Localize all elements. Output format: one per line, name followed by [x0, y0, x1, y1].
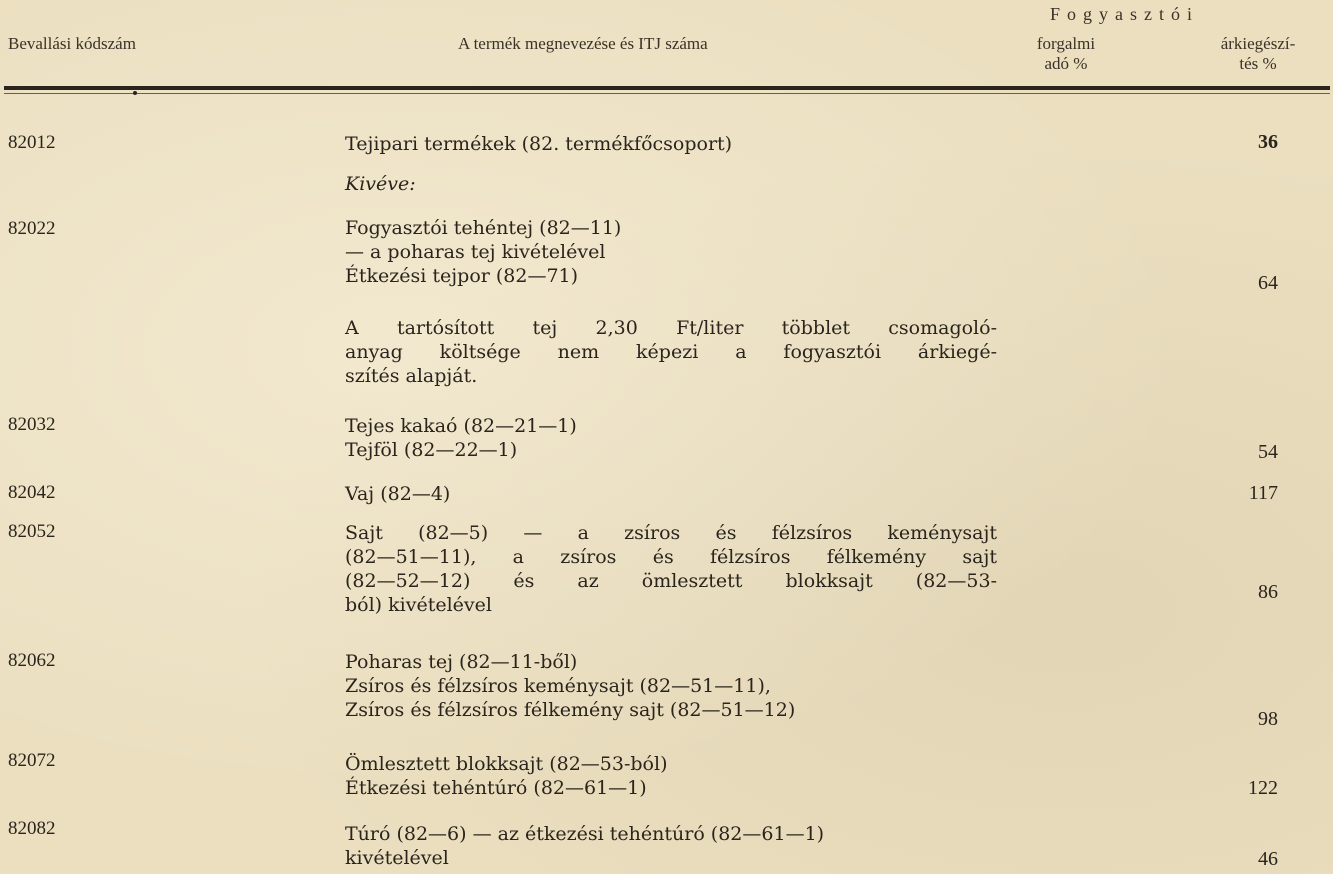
- row-value: 122: [1248, 777, 1278, 799]
- header-code-label: Bevallási kódszám: [8, 34, 136, 53]
- row-text: [345, 822, 824, 870]
- row-code: 82062: [8, 650, 56, 671]
- row-value: 36: [1258, 131, 1278, 153]
- row-line: Túró (82—6) — az étkezési tehéntúró (82—61—1): [345, 823, 825, 845]
- header-tax-label: [1012, 34, 1120, 74]
- row-code: 82032: [8, 414, 56, 435]
- row-line: anyag költsége nem képezi a fogyasztói árkiegé-: [345, 341, 997, 363]
- row-line: Zsíros és félzsíros félkemény sajt (82—51—12): [345, 699, 796, 721]
- row-code: 82012: [8, 132, 56, 153]
- row-line: Fogyasztói tehéntej (82—11): [345, 217, 622, 239]
- row-value: 117: [1248, 482, 1278, 504]
- row-line: Vaj (82—4): [345, 483, 451, 505]
- row-code: 82072: [8, 750, 56, 771]
- header-name-label: A termék megnevezése és ITJ száma: [458, 34, 708, 53]
- row-line: (82—52—12) és az ömlesztett blokksajt (82—53-: [345, 570, 997, 592]
- ink-dot: [133, 91, 137, 95]
- row-line: Poharas tej (82—11-ből): [345, 651, 578, 673]
- row-line: kivételével: [345, 847, 449, 869]
- header-rule-thin: [4, 93, 1330, 94]
- row-text: [345, 216, 621, 288]
- row-line: szítés alapját.: [345, 365, 478, 387]
- header-supplement-label-line2: tés %: [1239, 54, 1277, 73]
- header-group-label: Fogyasztói: [1050, 4, 1199, 24]
- row-text: [345, 414, 577, 462]
- row-text: [345, 521, 997, 617]
- row-line: Zsíros és félzsíros keménysajt (82—51—11),: [345, 675, 771, 697]
- row-code: 82042: [8, 482, 56, 503]
- row-code: 82022: [8, 218, 56, 239]
- row-line: Kivéve:: [345, 173, 416, 195]
- row-text: [345, 650, 795, 722]
- row-line: A tartósított tej 2,30 Ft/liter többlet csomagoló-: [345, 317, 997, 339]
- row-text: [345, 482, 450, 506]
- row-line: Tejipari termékek (82. termékfőcsoport): [345, 133, 733, 155]
- row-text: [345, 752, 668, 800]
- header-tax-label-line1: forgalmi: [1036, 34, 1096, 53]
- header-rule-heavy: [4, 86, 1330, 90]
- row-code: 82082: [8, 818, 56, 839]
- row-line: Ömlesztett blokksajt (82—53-ból): [345, 753, 668, 775]
- row-value: 46: [1258, 848, 1278, 870]
- row-line: Tejföl (82—22—1): [345, 439, 518, 461]
- row-value: 86: [1258, 581, 1278, 603]
- row-text-exception-heading: [345, 172, 416, 196]
- note-paragraph: [345, 316, 997, 388]
- row-line: (82—51—11), a zsíros és félzsíros félkemény sajt: [345, 546, 997, 568]
- row-line: Étkezési tejpor (82—71): [345, 265, 579, 287]
- header-supplement-label-line1: árkiegészí-: [1220, 34, 1296, 53]
- row-line: — a poharas tej kivételével: [345, 241, 606, 263]
- row-text: [345, 132, 732, 156]
- row-line: Tejes kakaó (82—21—1): [345, 415, 577, 437]
- row-value: 64: [1258, 272, 1278, 294]
- row-line: Sajt (82—5) — a zsíros és félzsíros keménysajt: [345, 522, 997, 544]
- row-value: 98: [1258, 708, 1278, 730]
- header-supplement-label: [1188, 34, 1328, 74]
- row-line: Étkezési tehéntúró (82—61—1): [345, 777, 647, 799]
- row-code: 82052: [8, 521, 56, 542]
- header-tax-label-line2: adó %: [1044, 54, 1088, 73]
- row-value: 54: [1258, 441, 1278, 463]
- row-line: ból) kivételével: [345, 594, 492, 616]
